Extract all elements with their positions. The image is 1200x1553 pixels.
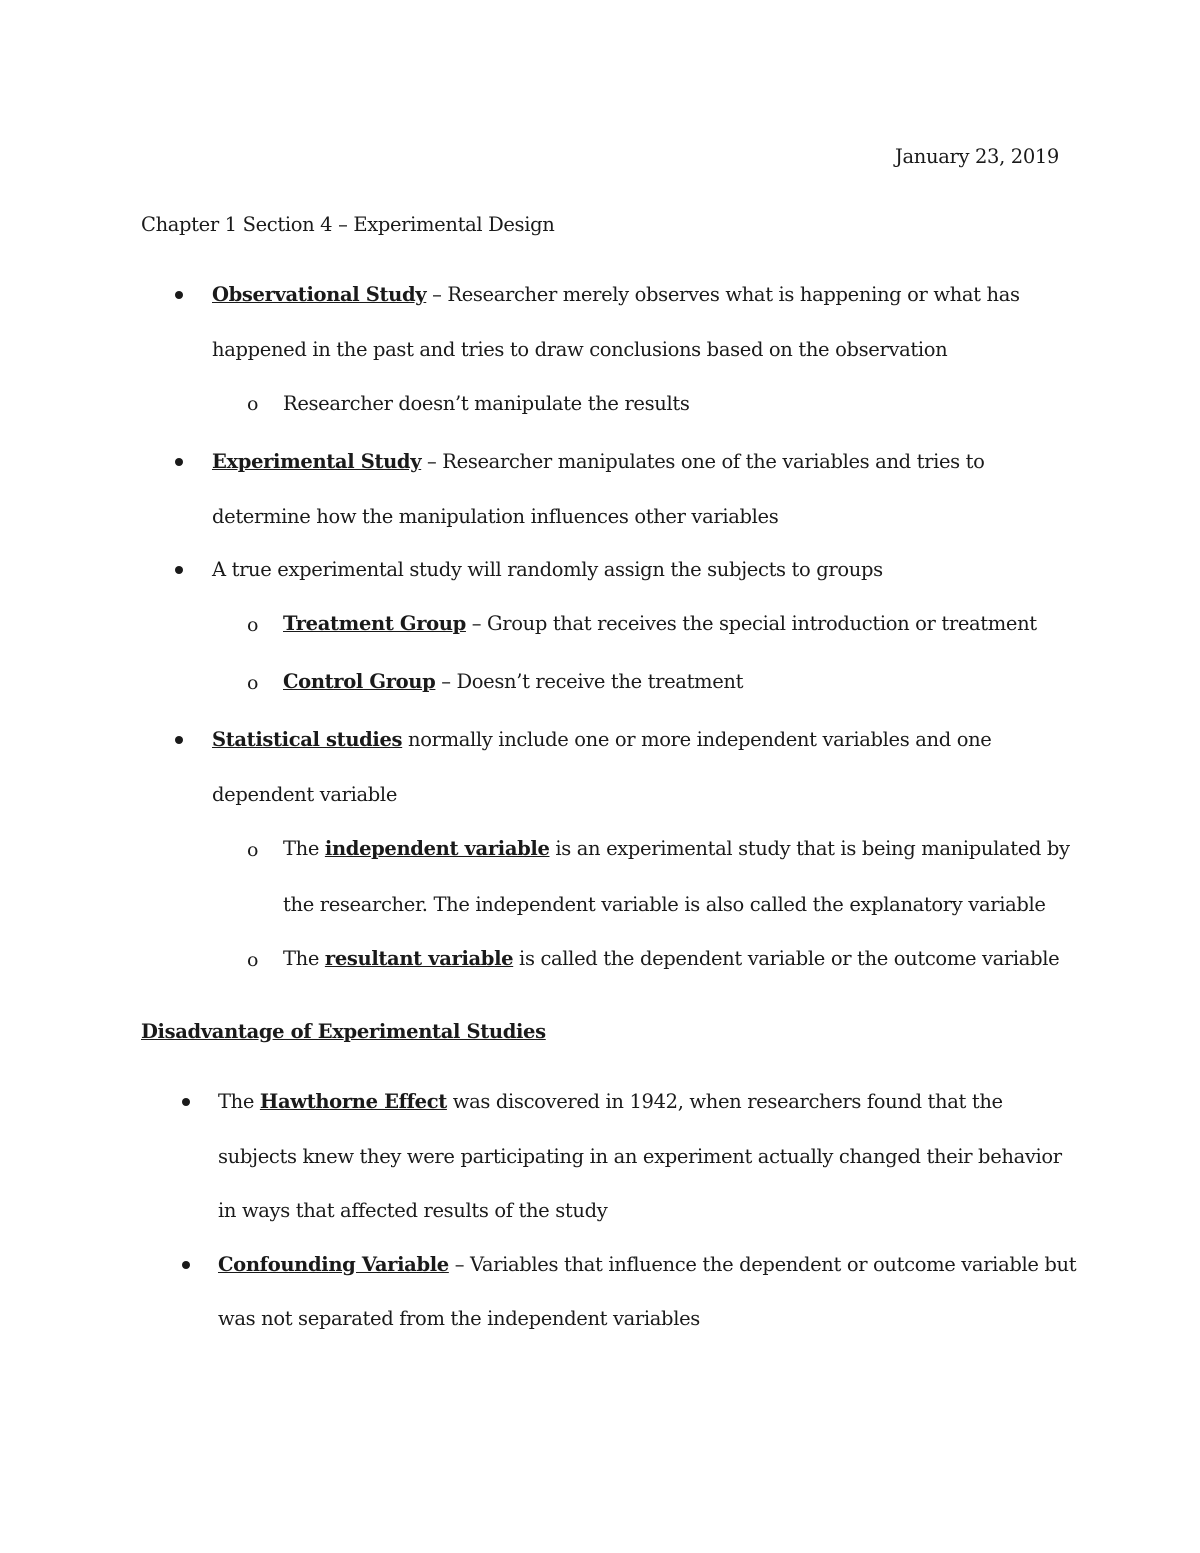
document-heading: Chapter 1 Section 4 – Experimental Design [141,213,555,236]
definition-text: is an experimental study that is being manipulated by [549,837,1070,860]
bullet-dot [175,291,183,299]
section-heading: Disadvantage of Experimental Studies [141,1020,546,1043]
definition-text: – Doesn’t receive the treatment [435,670,744,693]
definition-text: – Researcher merely observes what is happening or what has [426,283,1020,306]
sub-list-item-control [283,670,743,694]
sub-bullet-marker: o [247,839,259,861]
sub-list-item-independent [283,837,1070,861]
continuation-line: in ways that affected results of the study [218,1199,608,1222]
definition-text: – Researcher manipulates one of the variables and tries to [421,450,985,473]
term-resultant-variable: resultant variable [324,947,514,970]
list-item-confounding [218,1253,1076,1277]
continuation-line: dependent variable [212,783,398,806]
sub-list-item-resultant [283,947,1059,971]
continuation-line: was not separated from the independent variables [218,1307,700,1330]
term-observational-study: Observational Study [212,283,427,306]
document-date: January 23, 2019 [895,145,1059,168]
bullet-dot [182,1261,190,1269]
list-item-true-experimental: A true experimental study will randomly assign the subjects to groups [212,558,883,581]
term-control-group: Control Group [283,670,436,693]
sub-bullet-marker: o [247,393,259,415]
list-item-hawthorne [218,1090,1003,1114]
definition-text: normally include one or more independent variables and one [402,728,992,751]
term-confounding-variable: Confounding Variable [218,1253,449,1276]
continuation-line: determine how the manipulation influences other variables [212,505,779,528]
prefix-text: The [283,837,325,860]
sub-list-item: Researcher doesn’t manipulate the results [283,392,690,415]
sub-list-item-treatment [283,612,1037,636]
continuation-line: the researcher. The independent variable is also called the explanatory variable [283,893,1046,916]
definition-text: – Group that receives the special introduction or treatment [465,612,1037,635]
bullet-dot [175,736,183,744]
term-treatment-group: Treatment Group [283,612,466,635]
continuation-line: happened in the past and tries to draw conclusions based on the observation [212,338,948,361]
continuation-line: subjects knew they were participating in an experiment actually changed their behavior [218,1145,1062,1168]
term-experimental-study: Experimental Study [212,450,422,473]
bullet-dot [175,566,183,574]
sub-bullet-marker: o [247,672,259,694]
term-independent-variable: independent variable [324,837,550,860]
bullet-dot [175,458,183,466]
definition-text: was discovered in 1942, when researchers found that the [446,1090,1003,1113]
term-hawthorne-effect: Hawthorne Effect [259,1090,447,1113]
list-item-statistical [212,728,992,752]
list-item-experimental [212,450,985,474]
prefix-text: The [283,947,325,970]
sub-bullet-marker: o [247,949,259,971]
sub-bullet-marker: o [247,614,259,636]
definition-text: – Variables that influence the dependent or outcome variable but [448,1253,1077,1276]
definition-text: is called the dependent variable or the outcome variable [513,947,1060,970]
list-item-observational [212,283,1020,307]
prefix-text: The [218,1090,260,1113]
term-statistical-studies: Statistical studies [212,728,403,751]
bullet-dot [182,1098,190,1106]
